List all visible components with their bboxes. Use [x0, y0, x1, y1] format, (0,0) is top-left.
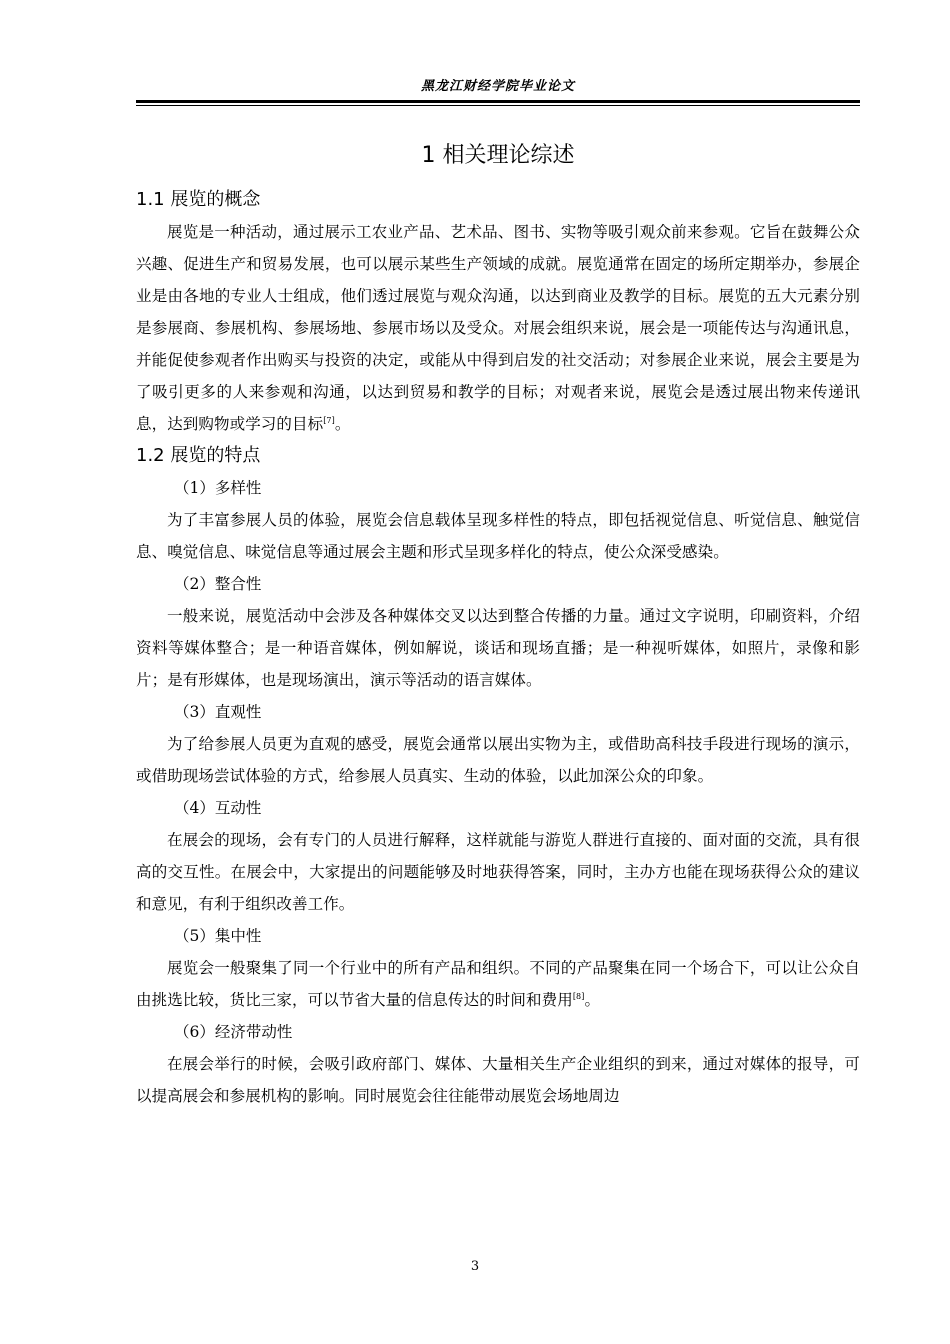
citation-ref: [7] [323, 415, 335, 425]
item-text-intuitiveness: 为了给参展人员更为直观的感受，展览会通常以展出实物为主，或借助高科技手段进行现场的演示，或借助现场尝试体验的方式，给参展人员真实、生动的体验，以此加深公众的印象。 [136, 735, 860, 785]
paragraph-tail: 。 [334, 415, 351, 433]
header-rule-thin [136, 105, 860, 106]
item-text-interactivity: 在展会的现场，会有专门的人员进行解释，这样就能与游览人群进行直接的、面对面的交流，具有很高的交互性。在展会中，大家提出的问题能够及时地获得答案，同时，主办方也能在现场获得公众的建议和意见，有利于组织改善工作。 [136, 831, 860, 913]
chapter-title: 1 相关理论综述 [421, 143, 575, 168]
header-double-rule [136, 100, 860, 107]
paragraph-text: 展览是一种活动，通过展示工农业产品、艺术品、图书、实物等吸引观众前来参观。它旨在鼓舞公众兴趣、促进生产和贸易发展，也可以展示某些生产领域的成就。展览通常在固定的场所定期举办，参展企业是由各地的专业人士组成，他们透过展览与观众沟通，以达到商业及教学的目标。展览的五大元素分别是参展商、参展机构、参展场地、参展市场以及受众。对展会组织来说，展会是一项能传达与沟通讯息，并能促使参观者作出购买与投资的决定，或能从中得到启发的社交活动；对参展企业来说，展会主要是为了吸引更多的人来参观和沟通，以达到贸易和教学的目标；对观者来说，展览会是透过展出物来传递讯息，达到购物或学习的目标 [136, 223, 860, 433]
item-text-integration: 一般来说，展览活动中会涉及各种媒体交叉以达到整合传播的力量。通过文字说明，印刷资料，介绍资料等媒体整合；是一种语音媒体，例如解说，谈话和现场直播；是一种视听媒体，如照片，录像和影片；是有形媒体，也是现场演出，演示等活动的语言媒体。 [136, 607, 860, 689]
item-label-economic-driving: （6）经济带动性 [174, 1023, 293, 1041]
paragraph-tail: 。 [584, 991, 601, 1009]
item-label-concentration: （5）集中性 [174, 927, 262, 945]
paragraph-text: 展览会一般聚集了同一个行业中的所有产品和组织。不同的产品聚集在同一个场合下，可以让公众自由挑选比较，货比三家，可以节省大量的信息传达的时间和费用 [136, 959, 860, 1009]
header-rule-thick [136, 100, 860, 103]
item-label-interactivity: （4）互动性 [174, 799, 262, 817]
item-text-economic-driving: 在展会举行的时候，会吸引政府部门、媒体、大量相关生产企业组织的到来，通过对媒体的报导，可以提高展会和参展机构的影响。同时展览会往往能带动展览会场地周边 [136, 1055, 860, 1105]
section-title-1-2: 1.2 展览的特点 [136, 445, 261, 466]
citation-ref: [8] [572, 991, 585, 1001]
section-1-1-paragraph [136, 216, 860, 440]
item-label-intuitiveness: （3）直观性 [174, 703, 262, 721]
item-text-concentration [136, 952, 860, 1016]
running-header: 黑龙江财经学院毕业论文 [420, 79, 575, 94]
item-label-integration: （2）整合性 [174, 575, 262, 593]
page-body [136, 138, 860, 1112]
section-title-1-1: 1.1 展览的概念 [136, 189, 261, 210]
page-number: 3 [470, 1259, 480, 1274]
item-text-diversity: 为了丰富参展人员的体验，展览会信息载体呈现多样性的特点，即包括视觉信息、听觉信息、触觉信息、嗅觉信息、味觉信息等通过展会主题和形式呈现多样化的特点，使公众深受感染。 [136, 511, 860, 561]
item-label-diversity: （1）多样性 [174, 479, 262, 497]
